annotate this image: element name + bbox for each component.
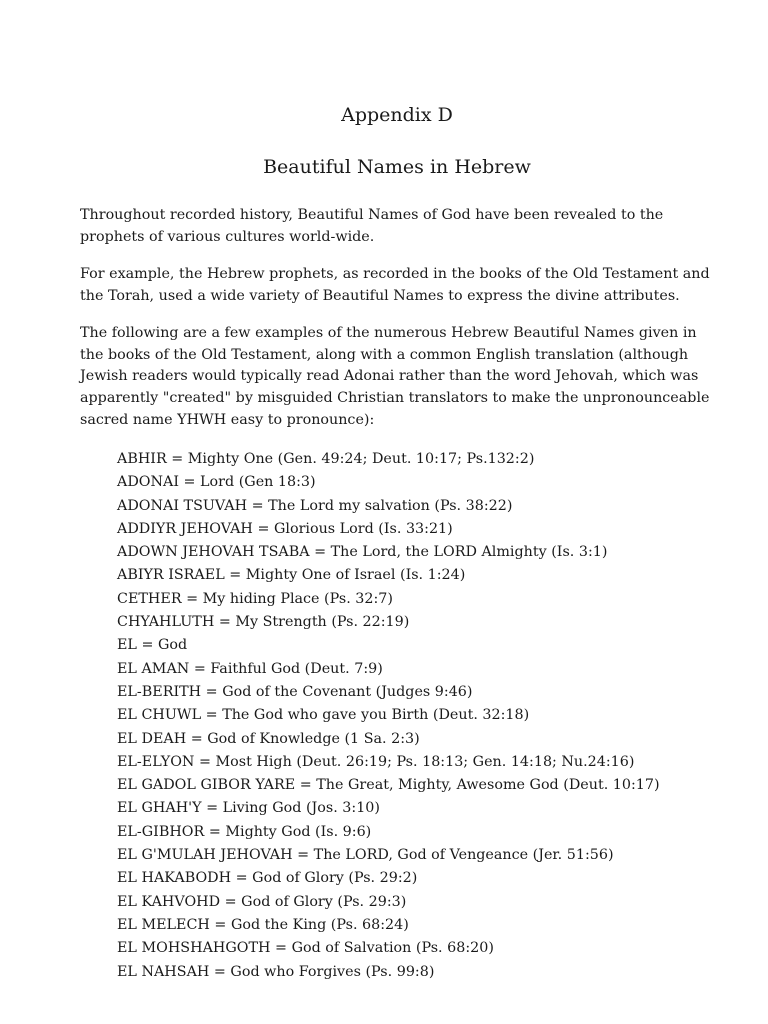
list-item: EL-GIBHOR = Mighty God (Is. 9:6) [117,823,372,840]
paragraph-line: apparently "created" by misguided Christian translators to make the unpronounceable [80,390,710,407]
list-intro-paragraph [80,323,720,432]
appendix-title: Appendix D [341,104,453,126]
paragraph-line: prophets of various cultures world-wide. [80,228,375,245]
paragraph-line: The following are a few examples of the numerous Hebrew Beautiful Names given in [80,325,697,341]
list-item: EL-BERITH = God of the Covenant (Judges 9:46) [117,683,473,700]
list-item: EL MOHSHAHGOTH = God of Salvation (Ps. 68:20) [117,940,494,957]
paragraph-line: the Torah, used a wide variety of Beautiful Names to express the divine attributes. [80,287,680,304]
list-item: ABIYR ISRAEL = Mighty One of Israel (Is. 1:24) [117,567,466,584]
list-item: EL DEAH = God of Knowledge (1 Sa. 2:3) [117,730,420,747]
list-item: CETHER = My hiding Place (Ps. 32:7) [117,590,393,607]
paragraph-line: the books of the Old Testament, along with a common English translation (although [80,346,689,363]
list-item: EL-ELYON = Most High (Deut. 26:19; Ps. 18:13; Gen. 14:18; Nu.24:16) [117,753,635,770]
section-title: Beautiful Names in Hebrew [263,156,531,178]
list-item: EL HAKABODH = God of Glory (Ps. 29:2) [117,870,418,887]
paragraph-line: For example, the Hebrew prophets, as recorded in the books of the Old Testament and [80,266,710,282]
list-item: ADOWN JEHOVAH TSABA = The Lord, the LORD Almighty (Is. 3:1) [117,544,608,561]
list-item: CHYAHLUTH = My Strength (Ps. 22:19) [117,614,410,631]
hebrew-names-list [117,448,660,984]
list-item: EL NAHSAH = God who Forgives (Ps. 99:8) [117,963,435,980]
list-item: EL AMAN = Faithful God (Deut. 7:9) [117,660,383,677]
list-item: EL G'MULAH JEHOVAH = The LORD, God of Vengeance (Jer. 51:56) [117,847,614,864]
list-item: EL MELECH = God the King (Ps. 68:24) [117,916,409,933]
list-item: EL GHAH'Y = Living God (Jos. 3:10) [117,800,380,817]
list-item: ABHIR = Mighty One (Gen. 49:24; Deut. 10:17; Ps.132:2) [117,451,535,467]
list-item: EL CHUWL = The God who gave you Birth (Deut. 32:18) [117,707,530,724]
list-item: ADONAI = Lord (Gen 18:3) [117,474,316,491]
list-item: ADONAI TSUVAH = The Lord my salvation (Ps. 38:22) [117,497,513,514]
list-item: EL = God [117,637,188,654]
paragraph-line: Throughout recorded history, Beautiful Names of God have been revealed to the [80,207,664,223]
list-item: EL KAHVOHD = God of Glory (Ps. 29:3) [117,893,407,910]
list-item: ADDIYR JEHOVAH = Glorious Lord (Is. 33:21) [117,520,453,537]
paragraph-line: Jewish readers would typically read Adonai rather than the word Jehovah, which was [80,368,699,385]
example-paragraph [80,264,720,307]
intro-paragraph [80,205,720,248]
list-item: EL GADOL GIBOR YARE = The Great, Mighty, Awesome God (Deut. 10:17) [117,777,660,794]
paragraph-line: sacred name YHWH easy to pronounce): [80,411,375,428]
